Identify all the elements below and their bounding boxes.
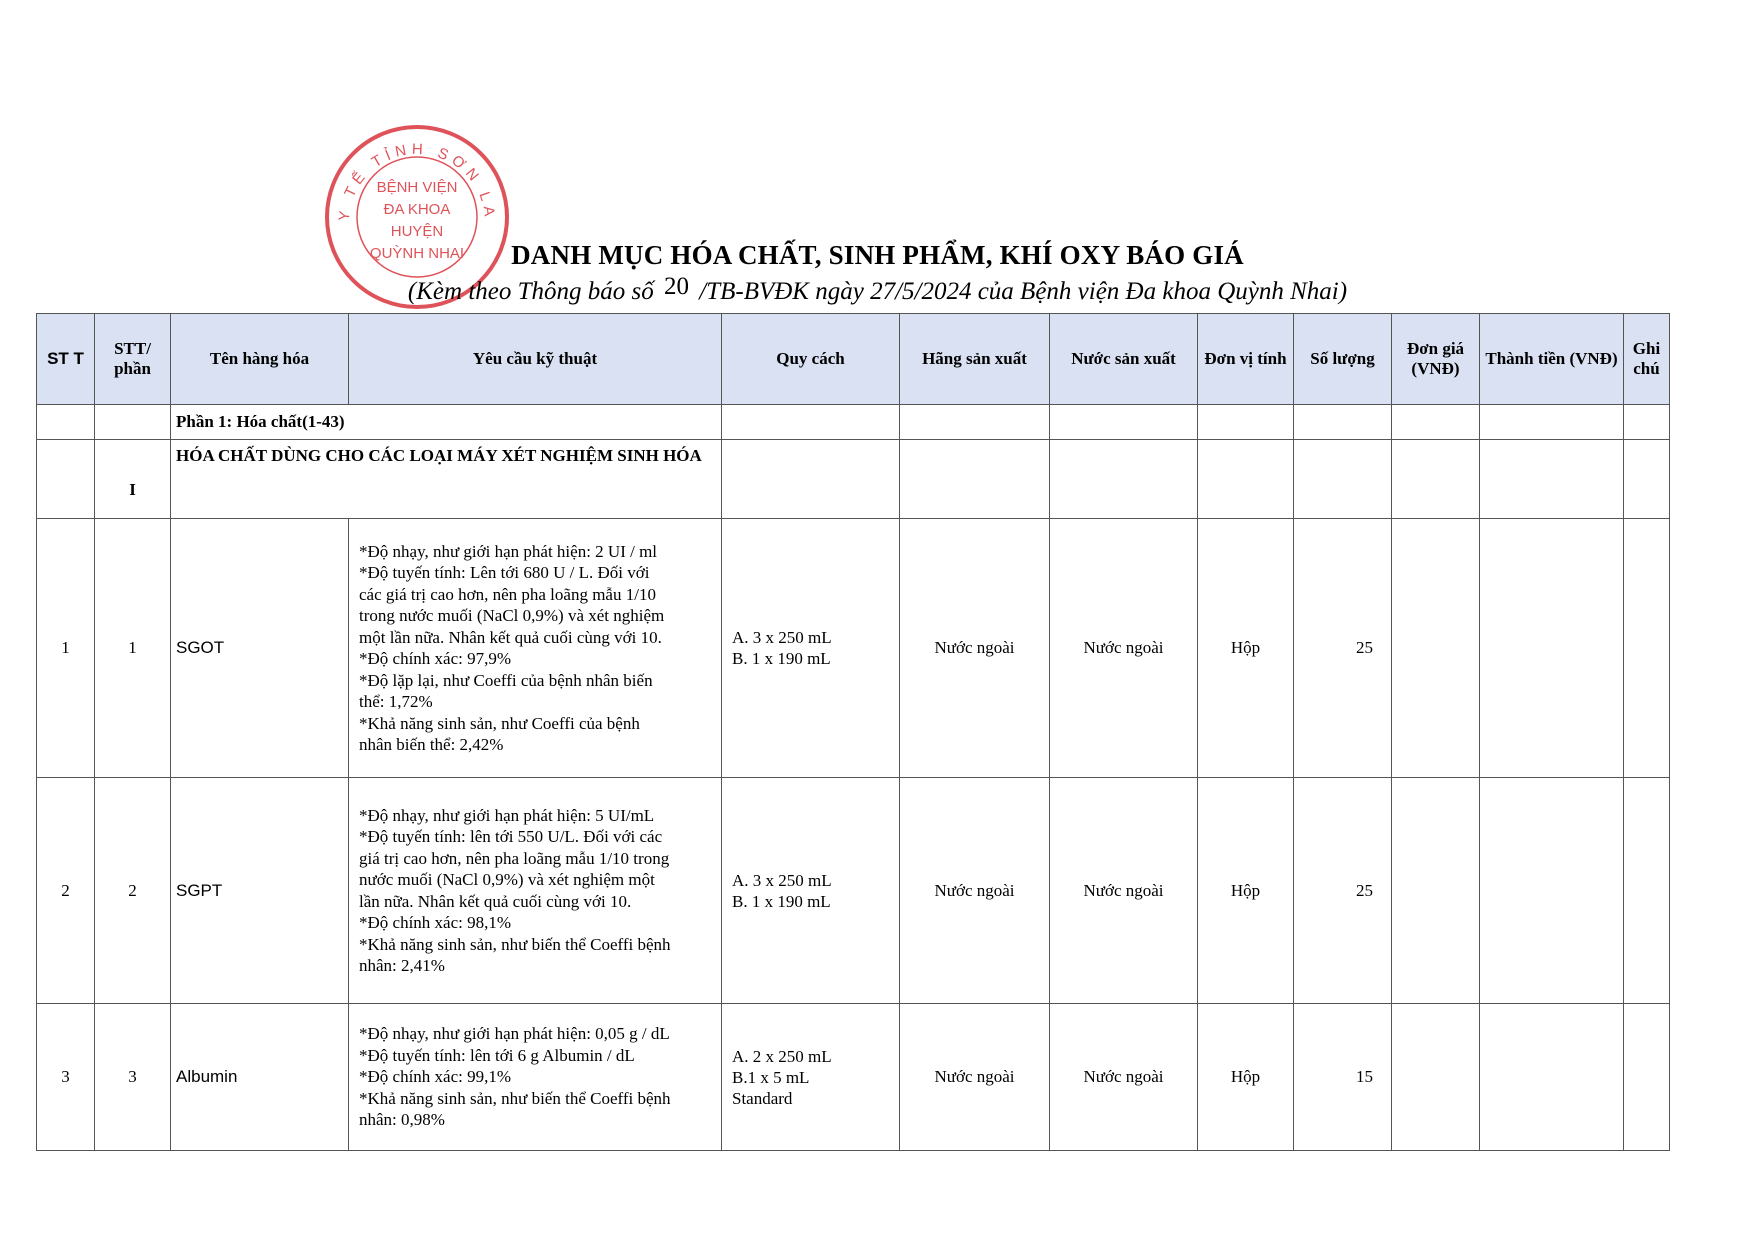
cell-unit: Hộp [1198, 778, 1294, 1004]
col-header-stt-part: STT/ phần [95, 314, 171, 405]
cell-country: Nước ngoài [1050, 778, 1198, 1004]
part-row [37, 405, 1670, 440]
requirement-line: *Độ tuyến tính: lên tới 550 U/L. Đối với các [359, 827, 663, 846]
cell-unit-price [1392, 778, 1480, 1004]
price-quote-table [36, 313, 1670, 1151]
cell-spec [722, 778, 900, 1004]
requirement-line: *Độ tuyến tính: Lên tới 680 U / L. Đối với [359, 563, 650, 582]
table-row [37, 1004, 1670, 1151]
spec-line: Standard [732, 1088, 793, 1108]
cell-stt: 3 [37, 1004, 95, 1151]
spec-line: B. 1 x 190 mL [732, 649, 831, 668]
col-header-spec: Quy cách [722, 314, 900, 405]
requirement-line: nhân biến thể: 2,42% [359, 735, 504, 754]
cell-unit: Hộp [1198, 1004, 1294, 1151]
col-header-unit: Đơn vị tính [1198, 314, 1294, 405]
cell-spec [722, 519, 900, 778]
col-header-qty: Số lượng [1294, 314, 1392, 405]
subtitle-prefix: (Kèm theo Thông báo số [407, 278, 654, 305]
spec-line: B. 1 x 190 mL [732, 891, 831, 911]
requirement-line: *Độ nhạy, như giới hạn phát hiện: 5 UI/mL [359, 805, 655, 825]
cell-name: SGOT [171, 519, 349, 778]
cell-requirements [349, 778, 722, 1004]
document-subtitle [0, 273, 1755, 306]
requirement-line: *Độ tuyến tính: lên tới 6 g Albumin / dL [359, 1045, 635, 1065]
requirement-line: một lần nữa. Nhân kết quả cuối cùng với 10. [359, 627, 662, 647]
requirement-line: *Độ chính xác: 99,1% [359, 1067, 512, 1087]
document-number: 20 [664, 273, 689, 300]
col-header-stt: ST T [37, 314, 95, 405]
document-title: DANH MỤC HÓA CHẤT, SINH PHẨM, KHÍ OXY BÁO GIÁ [511, 240, 1244, 270]
cell-total [1480, 519, 1624, 778]
cell-unit-price [1392, 519, 1480, 778]
svg-text:QUỲNH NHAI: QUỲNH NHAI [369, 245, 465, 262]
requirement-line: *Độ lặp lại, như Coeffi của bệnh nhân biến [359, 670, 653, 690]
cell-stt-part: 3 [95, 1004, 171, 1151]
requirement-line: nhân: 0,98% [359, 1110, 445, 1130]
requirement-line: *Độ chính xác: 97,9% [359, 649, 512, 668]
requirement-line: lần nữa. Nhân kết quả cuối cùng với 10. [359, 891, 632, 911]
cell-stt: 2 [37, 778, 95, 1004]
group-label: HÓA CHẤT DÙNG CHO CÁC LOẠI MÁY XÉT NGHIỆM SINH HÓA [171, 440, 722, 519]
requirement-line: giá trị cao hơn, nên pha loãng mẫu 1/10 trong [359, 848, 670, 868]
part-label: Phần 1: Hóa chất(1-43) [171, 405, 722, 440]
requirement-line: *Độ nhạy, như giới hạn phát hiện: 0,05 g / dL [359, 1024, 670, 1044]
col-header-name: Tên hàng hóa [171, 314, 349, 405]
cell-qty: 25 [1294, 519, 1392, 778]
requirement-line: *Khả năng sinh sản, như biến thể Coeffi bệnh [359, 1088, 671, 1108]
cell-spec [722, 1004, 900, 1151]
subtitle-suffix: /TB-BVĐK ngày 27/5/2024 của Bệnh viện Đa khoa Quỳnh Nhai) [699, 278, 1348, 305]
spec-line: A. 2 x 250 mL [732, 1046, 832, 1066]
table-row [37, 778, 1670, 1004]
cell-unit: Hộp [1198, 519, 1294, 778]
cell-manufacturer: Nước ngoài [900, 778, 1050, 1004]
cell-country: Nước ngoài [1050, 1004, 1198, 1151]
svg-text:HUYỆN: HUYỆN [390, 223, 444, 240]
requirement-line: *Khả năng sinh sản, như Coeffi của bệnh [359, 713, 640, 733]
cell-qty: 25 [1294, 778, 1392, 1004]
col-header-requirements: Yêu cầu kỹ thuật [349, 314, 722, 405]
requirement-line: nhân: 2,41% [359, 956, 445, 975]
svg-text:ĐA KHOA: ĐA KHOA [383, 201, 451, 218]
cell-requirements [349, 519, 722, 778]
requirement-line: *Khả năng sinh sản, như biến thể Coeffi bệnh [359, 934, 671, 954]
col-header-note: Ghi chú [1624, 314, 1670, 405]
cell-manufacturer: Nước ngoài [900, 519, 1050, 778]
cell-note [1624, 519, 1670, 778]
cell-name: Albumin [171, 1004, 349, 1151]
svg-text:BỆNH VIỆN: BỆNH VIỆN [376, 179, 458, 196]
cell-total [1480, 1004, 1624, 1151]
cell-name: SGPT [171, 778, 349, 1004]
cell-country: Nước ngoài [1050, 519, 1198, 778]
spec-line: A. 3 x 250 mL [732, 628, 832, 647]
table-header-row [37, 314, 1670, 405]
cell-stt-part: 2 [95, 778, 171, 1004]
cell-note [1624, 778, 1670, 1004]
col-header-total: Thành tiền (VNĐ) [1480, 314, 1624, 405]
requirement-line: các giá trị cao hơn, nên pha loãng mẫu 1/10 [359, 584, 656, 604]
spec-line: A. 3 x 250 mL [732, 870, 832, 890]
requirement-line: *Độ nhạy, như giới hạn phát hiện: 2 UI / ml [359, 541, 658, 561]
cell-qty: 15 [1294, 1004, 1392, 1151]
col-header-unit-price: Đơn giá (VNĐ) [1392, 314, 1480, 405]
cell-stt: 1 [37, 519, 95, 778]
spec-line: B.1 x 5 mL [732, 1067, 810, 1087]
cell-total [1480, 778, 1624, 1004]
cell-stt-part: 1 [95, 519, 171, 778]
cell-unit-price [1392, 1004, 1480, 1151]
table-row [37, 519, 1670, 778]
svg-text:Y TẾ TỈNH SƠN LA: Y TẾ TỈNH SƠN LA [335, 140, 499, 223]
group-row [37, 440, 1670, 519]
requirement-line: thể: 1,72% [359, 692, 433, 711]
requirement-line: nước muối (NaCl 0,9%) và xét nghiệm một [359, 870, 655, 889]
group-number: I [95, 440, 171, 519]
cell-requirements [349, 1004, 722, 1151]
col-header-manufacturer: Hãng sản xuất [900, 314, 1050, 405]
cell-manufacturer: Nước ngoài [900, 1004, 1050, 1151]
requirement-line: trong nước muối (NaCl 0,9%) và xét nghiệm [359, 606, 665, 625]
cell-note [1624, 1004, 1670, 1151]
requirement-line: *Độ chính xác: 98,1% [359, 913, 512, 932]
col-header-country: Nước sản xuất [1050, 314, 1198, 405]
